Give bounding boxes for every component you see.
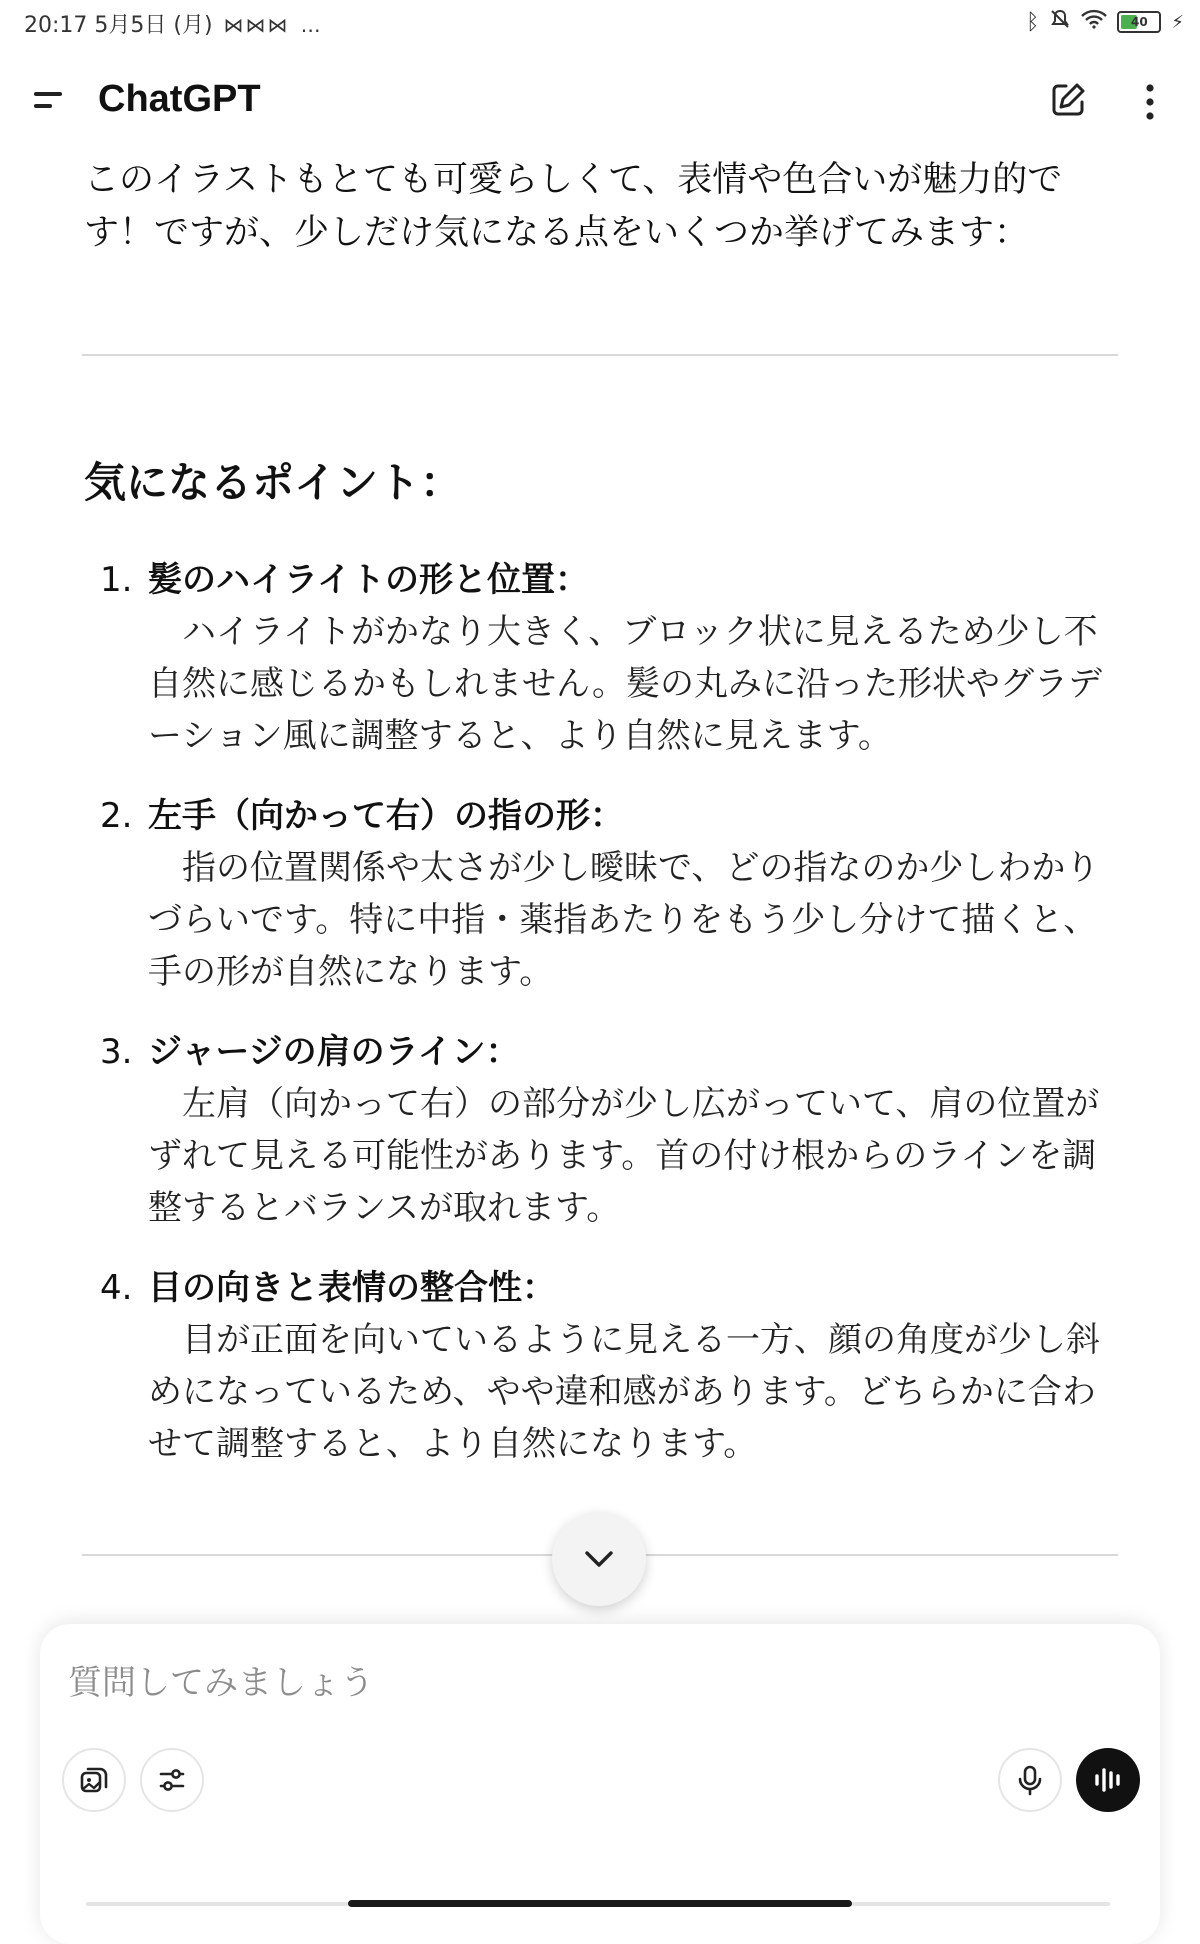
- list-item: [84, 1262, 1114, 1470]
- list-number: 2.: [100, 796, 133, 836]
- bluetooth-icon: ᛒ: [1026, 9, 1040, 35]
- point-title: 目の向きと表情の整合性：: [148, 1268, 556, 1308]
- divider: [82, 354, 1118, 356]
- attach-image-button[interactable]: [62, 1748, 126, 1812]
- app-title: ChatGPT: [98, 78, 261, 120]
- app-notification-icon: ⋈⋈⋈: [223, 13, 290, 37]
- wifi-icon: [1081, 9, 1107, 35]
- microphone-icon: [1014, 1764, 1046, 1796]
- voice-waveform-icon: [1092, 1764, 1124, 1796]
- points-list: [84, 554, 1114, 1498]
- message-input[interactable]: [66, 1652, 1070, 1714]
- point-body: ハイライトがかなり大きく、ブロック状に見えるため少し不自然に感じるかもしれません。髪の丸みに沿った形状やグラデーション風に調整すると、より自然に見えます。: [148, 612, 1103, 756]
- battery-icon: [1117, 11, 1161, 33]
- point-body: 指の位置関係や太さが少し曖昧で、どの指なのか少しわかりづらいです。特に中指・薬指あたりをもう少し分けて描くと、手の形が自然になります。: [148, 848, 1100, 992]
- chevron-down-icon: [583, 1548, 615, 1570]
- list-item: [84, 1026, 1114, 1234]
- message-composer: [40, 1624, 1160, 1944]
- home-indicator[interactable]: [348, 1900, 852, 1907]
- point-title: 左手（向かって右）の指の形：: [148, 796, 624, 836]
- message-intro: このイラストもとても可愛らしくて、表情や色合いが魅力的です！ですが、少しだけ気になる点をいくつか挙げてみます：: [84, 160, 1063, 253]
- assistant-message: [84, 154, 1114, 260]
- status-time-date: 20:17 5月5日 (月): [24, 13, 213, 38]
- point-title: 髪のハイライトの形と位置：: [148, 560, 589, 600]
- charging-icon: ⚡: [1171, 11, 1184, 33]
- battery-level: 40: [1131, 15, 1148, 29]
- point-body: 左肩（向かって右）の部分が少し広がっていて、肩の位置がずれて見える可能性があります。首の付け根からのラインを調整するとバランスが取れます。: [148, 1084, 1100, 1228]
- list-item: [84, 790, 1114, 998]
- scroll-to-bottom-button[interactable]: [552, 1512, 646, 1606]
- section-heading: 気になるポイント：: [84, 458, 463, 507]
- mute-bell-icon: [1049, 8, 1071, 36]
- new-chat-edit-icon[interactable]: [1048, 80, 1088, 120]
- status-bar: [0, 0, 1200, 46]
- dictation-button[interactable]: [998, 1748, 1062, 1812]
- tools-button[interactable]: [140, 1748, 204, 1812]
- point-body: 目が正面を向いているように見える一方、顔の角度が少し斜めになっているため、やや違和感があります。どちらかに合わせて調整すると、より自然になります。: [148, 1320, 1100, 1464]
- app-header: [0, 60, 1200, 144]
- more-options-icon[interactable]: [1136, 80, 1164, 124]
- voice-mode-button[interactable]: [1076, 1748, 1140, 1812]
- list-number: 4.: [100, 1268, 133, 1308]
- sliders-icon: [156, 1764, 188, 1796]
- list-number: 1.: [100, 560, 133, 600]
- status-overflow: …: [300, 13, 323, 37]
- point-title: ジャージの肩のライン：: [148, 1032, 520, 1072]
- list-item: [84, 554, 1114, 762]
- list-number: 3.: [100, 1032, 133, 1072]
- image-attach-icon: [78, 1764, 110, 1796]
- menu-icon[interactable]: [30, 86, 66, 116]
